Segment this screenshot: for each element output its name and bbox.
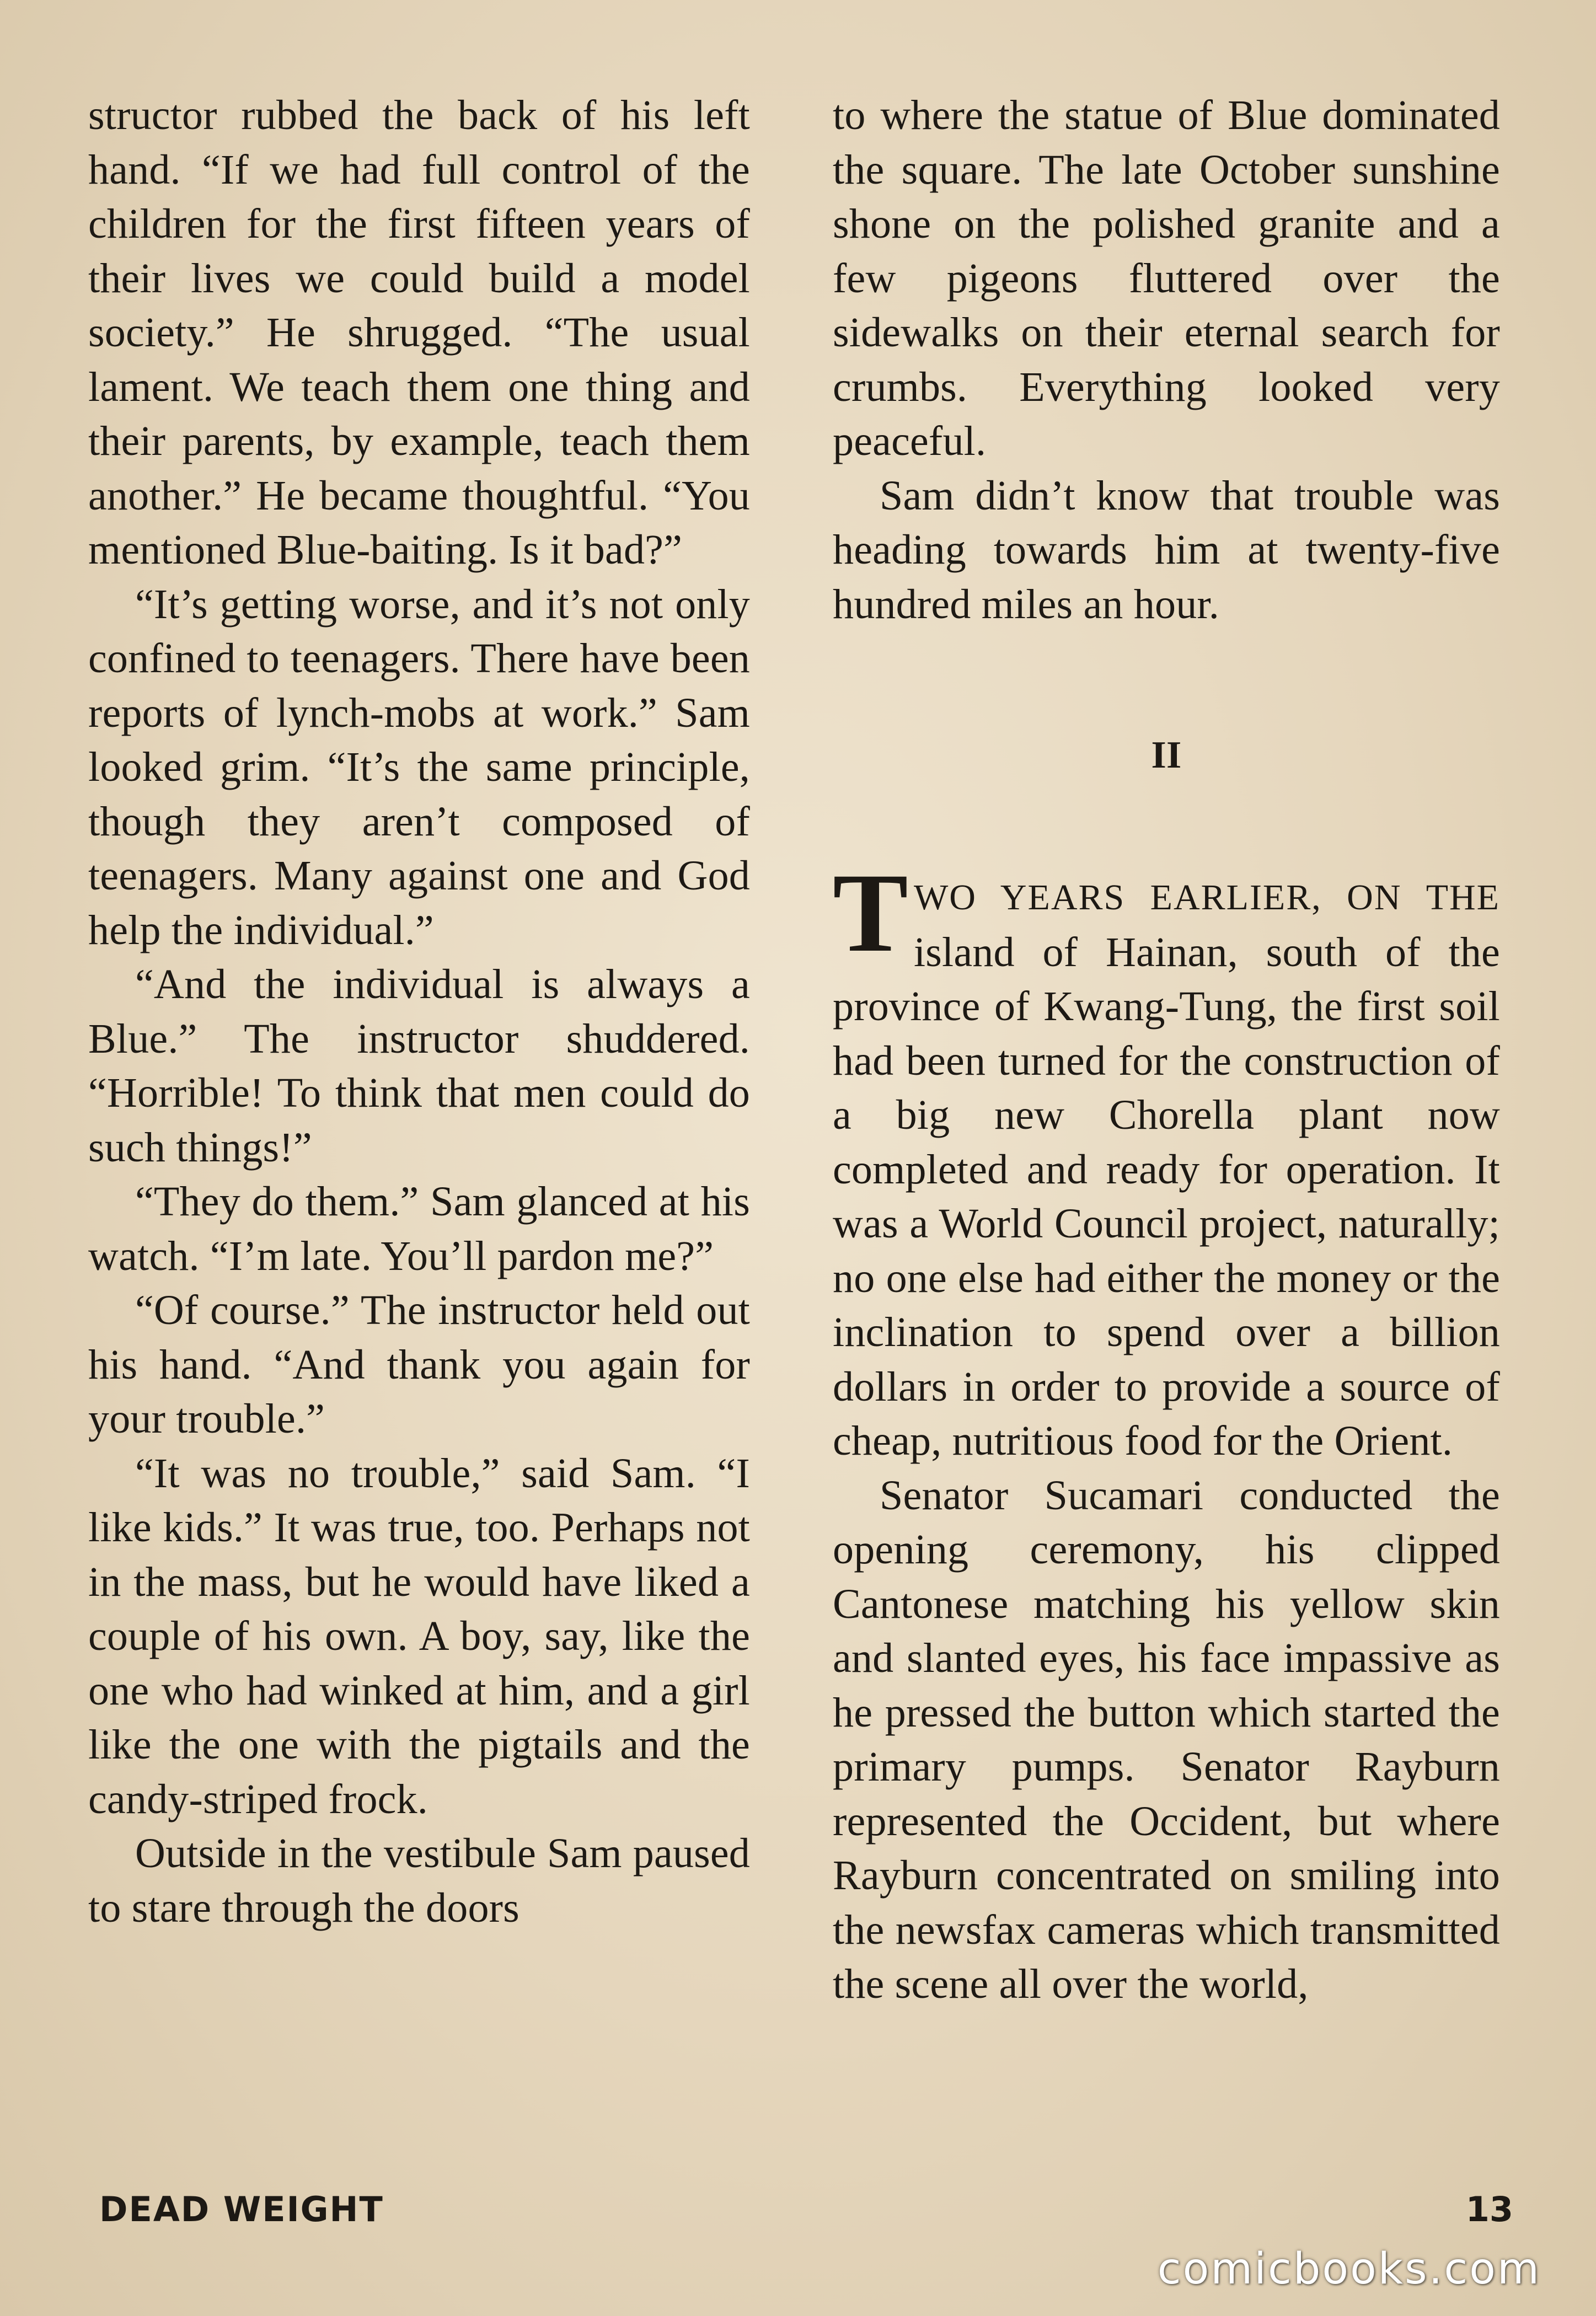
drop-cap-letter: T xyxy=(833,850,908,975)
paragraph: Outside in the vestibule Sam paused to stare through the doors xyxy=(88,1830,750,1931)
page-number: 13 xyxy=(1465,2189,1513,2229)
right-column xyxy=(833,88,1500,2012)
paragraph: to where the statue of Blue dominated the square. The late October sunshine shone on the polished granite and a few pigeons fluttered over the sidewalks on their eternal search for crumbs. Everything looked very peaceful. xyxy=(833,92,1500,464)
paragraph: structor rubbed the back of his left hand. “If we had full control of the children for the first fifteen years of their lives we could build a model society.” He shrugged. “The usual lament. We teach them one thing and their parents, by example, teach them another.” He became thoughtful. “You mentioned Blue-baiting. Is it bad?” xyxy=(88,92,750,573)
small-caps-lead: WO YEARS EARLIER, ON THE xyxy=(913,877,1500,918)
paragraph: “They do them.” Sam glanced at his watch. “I’m late. You’ll pardon me?” xyxy=(88,1178,750,1279)
paragraph: Sam didn’t know that trouble was heading towards him at twenty-five hundred miles an hour. xyxy=(833,472,1500,628)
left-column xyxy=(88,88,750,1935)
paragraph: “And the individual is always a Blue.” The instructor shuddered. “Horrible! To think that men could do such things!” xyxy=(88,961,750,1171)
paragraph-text: island of Hainan, south of the province of Kwang-Tung, the first soil had been turned for the construction of a big new Chorella plant now completed and ready for operation. It was a World Council project, naturally; no one else had either the money or the inclination to spend over a billion dollars in order to provide a source of cheap, nutritious food for the Orient. xyxy=(833,929,1500,1464)
dropcap-paragraph xyxy=(833,850,1500,1468)
section-heading: II xyxy=(1151,734,1182,776)
running-footer-title: DEAD WEIGHT xyxy=(99,2189,384,2229)
paragraph: Senator Sucamari conducted the opening ceremony, his clipped Cantonese matching his yellow skin and slanted eyes, his face impassive as he pressed the button which started the primary pumps. Senator Rayburn represented the Occident, but where Rayburn concentrated on smiling into the newsfax cameras which transmitted the scene all over the world, xyxy=(833,1472,1500,2007)
watermark-logo: comicbooks.com xyxy=(1157,2244,1541,2294)
paragraph: “Of course.” The instructor held out his hand. “And thank you again for your trouble.” xyxy=(88,1287,750,1442)
paragraph: “It’s getting worse, and it’s not only confined to teenagers. There have been reports of lynch-mobs at work.” Sam looked grim. “It’s the same principle, though they aren’t composed of teenagers. Many against one and God help the individual.” xyxy=(88,581,750,953)
paragraph: “It was no trouble,” said Sam. “I like kids.” It was true, too. Perhaps not in the mass, but he would have liked a couple of his own. A boy, say, like the one who had winked at him, and a girl like the one with the pigtails and the candy-striped frock. xyxy=(88,1450,750,1822)
